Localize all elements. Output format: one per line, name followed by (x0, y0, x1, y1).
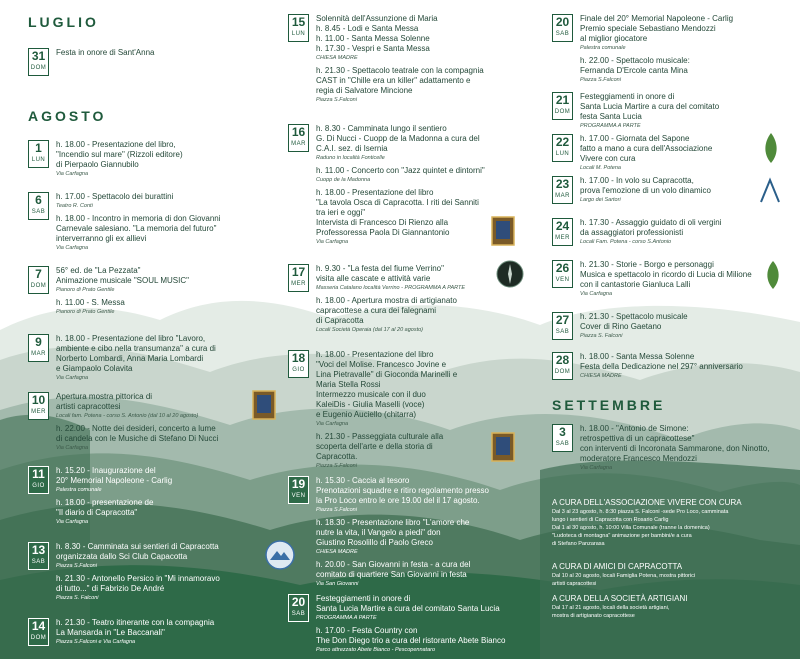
event-location: Piazza S. Falconi (56, 595, 99, 601)
event-text: h. 21.30 - Antonello Persico in "Mi innamoravo (56, 574, 220, 583)
event-items (56, 542, 220, 606)
event-text: Vivere con cura (580, 154, 636, 163)
event-item (580, 260, 752, 298)
event-text: "Il diario di Capracotta" (56, 508, 138, 517)
date-number: 23 (555, 177, 570, 191)
acura-heading: A CURA DI AMICI DI CAPRACOTTA (552, 562, 683, 571)
event-location: Locali Fam. Potena - corso S.Antonio (580, 239, 672, 245)
date-number: 6 (35, 193, 42, 207)
date-weekday: DOM (554, 109, 571, 115)
date-weekday: DOM (554, 369, 571, 375)
event-text: Musica e spettacolo in ricordo di Lucia di Milione (580, 270, 752, 279)
event-text: Prenotazioni squadre e ritiro regolamento presso (316, 486, 489, 495)
event-items (56, 466, 172, 530)
story-leaf-icon (764, 260, 782, 290)
event-location: Via Carfagna (316, 421, 349, 427)
event-items (316, 124, 485, 250)
event-text: h. 18.00 - "Antonio de Simone: (580, 424, 689, 433)
event-text: Capracotta. (316, 452, 358, 461)
date-number: 13 (31, 543, 46, 557)
date-weekday: GIO (32, 483, 45, 489)
date-badge (28, 466, 49, 494)
section-title-agosto: AGOSTO (28, 108, 107, 124)
event-text: C.A.I. sez. di Isernia (316, 144, 388, 153)
event-text: Festeggiamenti in onore di (316, 594, 411, 603)
event-location: Masseria Catalano località Verrino - PROGRAMMA A PARTE (316, 285, 466, 291)
event-item (56, 498, 172, 526)
event-text: Lina Pietravalle" di Gioconda Marinelli e (316, 370, 458, 379)
date-number: 24 (555, 219, 570, 233)
event-items (580, 352, 743, 384)
date-number: 7 (35, 267, 42, 281)
event-text: nutre la vita, il Vangelo a piedi" don (316, 528, 441, 537)
event-text: Maria Stella Rossi (316, 380, 381, 389)
event-text: Animazione musicale "SOUL MUSIC" (56, 276, 189, 285)
event-location: Parco attrezzato Abete Bianco - Pescopennataro (316, 647, 436, 653)
event-items (580, 424, 769, 476)
event-item (56, 266, 189, 294)
event-item (316, 432, 457, 470)
date-number: 3 (559, 425, 566, 439)
event-text: h. 18.00 - Presentazione del libro, (56, 140, 176, 149)
event-text: Professoressa Paola Di Giannantonio (316, 228, 450, 237)
date-badge (288, 350, 309, 378)
date-weekday: VEN (555, 277, 570, 283)
date-badge (28, 542, 49, 570)
event-location: Piazza S. Falconi (580, 333, 623, 339)
event-text: h. 18.00 - Incontro in memoria di don Giovanni (56, 214, 221, 223)
event-text: Cover di Rino Gaetano (580, 322, 662, 331)
date-badge (28, 618, 49, 646)
event-location: CHIESA MADRE (580, 373, 622, 379)
event-text: ambiente e cibo nella transumanza" a cura di (56, 344, 216, 353)
event-location: Pianoro di Prato Gentile (56, 287, 115, 293)
date-weekday: SAB (555, 31, 570, 37)
acura-text: Dal 10 al 20 agosto, locali Famiglia Potena, mostra pittorici (552, 573, 696, 579)
event-text: di Pierpaolo Giannubilo (56, 160, 139, 169)
event-text: The Don Diego trio a cura del ristorante Abete Bianco (316, 636, 506, 645)
event-items (56, 192, 221, 256)
date-badge (552, 312, 573, 340)
date-number: 18 (291, 351, 306, 365)
flight-icon (758, 176, 782, 206)
date-badge (28, 392, 49, 420)
date-weekday: SAB (555, 441, 570, 447)
event-location: Piazza S.Falconi (316, 97, 357, 103)
acura-note (552, 498, 792, 548)
date-number: 1 (35, 141, 42, 155)
event-text: tra ieri e oggi" (316, 208, 366, 217)
event-text: G. Di Nucci - Cuopp de la Madonna a cura del (316, 134, 480, 143)
event-text: h. 17.30 - Vespri e Santa Messa (316, 44, 430, 53)
event-text: h. 11.00 - Santa Messa Solenne (316, 34, 430, 43)
event-item (580, 424, 769, 472)
event-items (580, 260, 752, 302)
event-item (580, 56, 733, 84)
event-items (316, 476, 489, 592)
event-text: h. 18.00 - Santa Messa Solenne (580, 352, 695, 361)
event-location: Via Carfagna (56, 445, 89, 451)
date-number: 26 (555, 261, 570, 275)
event-text: Festa in onore di Sant'Anna (56, 48, 155, 57)
event-location: Via Carfagna (56, 171, 89, 177)
event-item (580, 92, 719, 130)
event-location: Cuopp de la Madonna (316, 177, 371, 183)
event-item (316, 264, 465, 292)
event-item (316, 350, 457, 428)
event-item (316, 594, 505, 622)
event-item (56, 48, 154, 58)
date-badge (288, 14, 309, 42)
event-text: Festeggiamenti in onore di (580, 92, 675, 101)
event-item (580, 14, 733, 52)
event-text: di Capracotta (316, 316, 364, 325)
date-badge (28, 192, 49, 220)
event-item (316, 124, 485, 162)
event-item (316, 66, 484, 104)
event-text: al miglior giocatore (580, 34, 648, 43)
event-text: la Pro Loco entro le ore 19.00 del il 17 agosto. (316, 496, 480, 505)
acura-text: mostra di artigianato capracottese (552, 613, 635, 619)
event-item (580, 134, 712, 172)
event-text: h. 21.30 - Passeggiata culturale alla (316, 432, 444, 441)
event-items (580, 176, 711, 208)
event-location: Locali M. Potena (580, 165, 621, 171)
soap-leaf-icon (762, 132, 780, 164)
event-item (316, 476, 489, 514)
event-text: artisti capracottesi (56, 402, 121, 411)
acura-text: Dal 1 al 30 agosto, h. 10:00 Villa Comunale (tranne la domenica) (552, 525, 710, 531)
event-text: di tutto..." di Fabrizio De André (56, 584, 165, 593)
event-item (580, 352, 743, 380)
date-weekday: MAR (31, 351, 46, 357)
date-weekday: MAR (291, 141, 306, 147)
section-title-luglio: LUGLIO (28, 14, 99, 30)
event-text: h. 18.00 - Apertura mostra di artigianato (316, 296, 457, 305)
event-text: visita alle cascate e attività varie (316, 274, 431, 283)
event-text: Intervista di Francesco Di Rienzo alla (316, 218, 449, 227)
event-items (56, 140, 183, 182)
date-weekday: SAB (291, 611, 306, 617)
event-location: Teatro R. Conti (56, 203, 93, 209)
date-weekday: LUN (31, 157, 46, 163)
event-text: h. 20.00 - San Giovanni in festa - a cura del (316, 560, 471, 569)
event-items (316, 14, 484, 108)
date-badge (28, 48, 49, 76)
date-weekday: DOM (30, 635, 47, 641)
event-item (316, 560, 489, 588)
event-location: Via Carfagna (580, 291, 613, 297)
event-location: Via Carfagna (56, 375, 89, 381)
date-badge (552, 424, 573, 452)
event-text: e Eugenio Auciello (chitarra) (316, 410, 417, 419)
event-text: da assaggiatori professionisti (580, 228, 684, 237)
event-text: 56° ed. de "La Pezzata" (56, 266, 141, 275)
event-text: h. 11.00 - S. Messa (56, 298, 125, 307)
event-text: h. 22.00 - Notte dei desideri, concerto a lume (56, 424, 216, 433)
event-location: Piazza S.Falconi (316, 507, 357, 513)
date-number: 20 (555, 15, 570, 29)
event-item (316, 188, 485, 246)
date-badge (552, 218, 573, 246)
date-number: 31 (31, 49, 46, 63)
date-badge (28, 266, 49, 294)
event-items (316, 264, 465, 338)
event-location: Via Carfagna (56, 245, 89, 251)
culture-logo-icon (491, 432, 515, 462)
date-number: 22 (555, 135, 570, 149)
date-number: 27 (555, 313, 570, 327)
event-text: Carnevale salesiano. "La memoria del futuro" (56, 224, 217, 233)
event-item (56, 140, 183, 178)
acura-text: di Stefano Panzarasa (552, 541, 605, 547)
event-location: PROGRAMMA A PARTE (316, 615, 377, 621)
event-text: regia di Salvatore Mincione (316, 86, 413, 95)
event-items (56, 334, 216, 386)
event-text: h. 17.00 - Giornata del Sapone (580, 134, 690, 143)
date-weekday: VEN (291, 493, 306, 499)
acura-note (552, 594, 792, 620)
event-text: retrospettiva di un capracottese" (580, 434, 695, 443)
event-item (316, 626, 505, 654)
event-item (56, 298, 189, 316)
event-item (56, 392, 218, 420)
date-badge (28, 140, 49, 168)
date-badge (552, 352, 573, 380)
event-text: CAST in "Chille era un killer" adattamento e (316, 76, 471, 85)
date-number: 20 (291, 595, 306, 609)
event-item (316, 166, 485, 184)
date-number: 15 (291, 15, 306, 29)
event-text: h. 18.00 - Presentazione del libro (316, 350, 434, 359)
event-text: con interventi di Incoronata Sammarone, don Ninotto, (580, 444, 770, 453)
date-weekday: MER (291, 281, 306, 287)
event-text: moderatore Francesco Mendozzi (580, 454, 697, 463)
event-text: h. 8.45 - Lodi e Santa Messa (316, 24, 419, 33)
event-item (580, 176, 711, 204)
event-text: Giustino Rosolillo di Paolo Greco (316, 538, 433, 547)
acura-text: Dal 3 al 23 agosto, h. 8:30 piazza S. Falconi -sede Pro Loco, camminata (552, 509, 729, 515)
event-location: PROGRAMMA A PARTE (580, 123, 641, 129)
event-text: "La tavola Osca di Capracotta. I riti dei Sanniti (316, 198, 479, 207)
date-badge (552, 14, 573, 42)
event-text: h. 8.30 - Camminata sui sentieri di Capracotta (56, 542, 219, 551)
date-badge (288, 264, 309, 292)
event-text: Santa Lucia Martire a cura del comitato (580, 102, 720, 111)
sci-club-logo-icon (265, 540, 295, 570)
event-text: Intermezzo musicale con il duo (316, 390, 426, 399)
event-text: h. 18.00 - Presentazione del libro "Lavoro, (56, 334, 206, 343)
event-text: h. 17.30 - Assaggio guidato di oli vergini (580, 218, 722, 227)
date-number: 17 (291, 265, 306, 279)
event-text: Santa Lucia Martire a cura del comitato Santa Lucia (316, 604, 500, 613)
event-text: Apertura mostra pittorica di (56, 392, 153, 401)
event-text: con il cantastorie Gianluca Lalli (580, 280, 691, 289)
event-text: fatto a mano a cura dell'Associazione (580, 144, 713, 153)
event-text: La Mansarda in "Le Baccanali" (56, 628, 165, 637)
event-item (56, 574, 220, 602)
event-location: Via Carfagna (580, 465, 613, 471)
event-text: h. 9.30 - "La festa del fiume Verrino" (316, 264, 444, 273)
event-text: "Incendio sul mare" (Rizzoli editore) (56, 150, 183, 159)
event-text: interverranno gli ex allievi (56, 234, 147, 243)
date-badge (552, 260, 573, 288)
event-items (580, 218, 721, 250)
event-item (316, 14, 484, 62)
event-text: Festa della Dedicazione nel 297° anniversario (580, 362, 743, 371)
event-item (56, 424, 218, 452)
date-number: 10 (31, 393, 46, 407)
date-badge (552, 176, 573, 204)
section-title-settembre: SETTEMBRE (552, 397, 666, 413)
acura-text: lungo i sentieri di Capracotta con Rosario Carlig (552, 517, 669, 523)
event-item (316, 296, 465, 334)
event-text: h. 21.30 - Teatro itinerante con la compagnia (56, 618, 215, 627)
date-weekday: LUN (555, 151, 570, 157)
date-number: 11 (32, 467, 45, 481)
acura-text: artisti capracottesi (552, 581, 597, 587)
date-badge (288, 594, 309, 622)
event-item (56, 466, 172, 494)
event-text: prova l'emozione di un volo dinamico (580, 186, 711, 195)
event-text: KaleiDis - Giulia Maselli (voce) (316, 400, 425, 409)
date-badge (28, 334, 49, 362)
event-location: Via San Giovanni (316, 581, 359, 587)
event-item (56, 192, 221, 210)
event-text: h. 17.00 - Spettacolo dei burattini (56, 192, 174, 201)
event-location: Via Carfagna (56, 519, 89, 525)
event-location: CHIESA MADRE (316, 549, 358, 555)
event-text: festa Santa Lucia (580, 112, 642, 121)
date-number: 19 (291, 477, 306, 491)
event-location: Locali fam. Potena - corso S. Antonio (dal 10 al 20 agosto) (56, 413, 199, 419)
event-text: h. 15.20 - Inaugurazione del (56, 466, 156, 475)
event-text: Norberto Lombardi, Anna Maria Lombardi (56, 354, 204, 363)
event-text: h. 17.00 - Festa Country con (316, 626, 418, 635)
proloco-logo-icon (252, 390, 276, 420)
date-weekday: GIO (292, 367, 305, 373)
date-weekday: DOM (30, 283, 47, 289)
event-text: h. 18.30 - Presentazione libro "L'amore che (316, 518, 470, 527)
date-badge (552, 92, 573, 120)
date-weekday: DOM (30, 65, 47, 71)
date-badge (288, 476, 309, 504)
event-items (56, 266, 189, 320)
date-weekday: SAB (555, 329, 570, 335)
event-location: Piazza S.Falconi (56, 563, 97, 569)
event-text: h. 21.30 - Storie - Borgo e personaggi (580, 260, 714, 269)
date-weekday: SAB (31, 559, 46, 565)
event-text: h. 17.00 - In volo su Capracotta, (580, 176, 694, 185)
event-item (316, 518, 489, 556)
event-items (580, 14, 733, 88)
event-location: Via Carfagna (316, 239, 349, 245)
event-item (56, 334, 216, 382)
compass-logo-icon (496, 260, 524, 288)
date-weekday: MER (555, 235, 570, 241)
event-text: Solennità dell'Assunzione di Maria (316, 14, 438, 23)
event-item (56, 542, 220, 570)
event-location: Raduno in località Fonticelle (316, 155, 385, 161)
event-text: h. 22.00 - Spettacolo musicale: (580, 56, 690, 65)
date-weekday: MAR (555, 193, 570, 199)
event-text: organizzata dallo Sci Club Capacotta (56, 552, 188, 561)
event-items (580, 312, 688, 344)
event-text: Finale del 20° Memorial Napoleone - Carlig (580, 14, 734, 23)
event-item (56, 214, 221, 252)
event-text: h. 21.30 - Spettacolo teatrale con la compagnia (316, 66, 484, 75)
event-text: h. 21.30 - Spettacolo musicale (580, 312, 688, 321)
event-location: Palestra comunale (56, 487, 102, 493)
event-location: Piazza S.Falconi (580, 77, 621, 83)
date-weekday: SAB (31, 209, 46, 215)
event-item (56, 618, 214, 646)
event-text: comitato di quartiere San Giovanni in festa (316, 570, 467, 579)
event-location: Pianoro di Prato Gentile (56, 309, 115, 315)
event-location: CHIESA MADRE (316, 55, 358, 61)
date-number: 28 (555, 353, 570, 367)
event-location: Palestra comunale (580, 45, 626, 51)
event-items (580, 134, 712, 176)
event-items (56, 618, 214, 650)
event-text: h. 8.30 - Camminata lungo il sentiero (316, 124, 447, 133)
date-weekday: LUN (291, 31, 306, 37)
acura-text: Dal 17 al 21 agosto, locali della società artigiani, (552, 605, 670, 611)
date-number: 9 (35, 335, 42, 349)
acura-heading: A CURA DELLA SOCIETÀ ARTIGIANI (552, 594, 688, 603)
date-number: 14 (31, 619, 46, 633)
event-items (56, 48, 154, 62)
date-number: 21 (555, 93, 570, 107)
book-cover-icon (491, 216, 515, 246)
event-text: di candela con le Musiche di Stefano Di Nucci (56, 434, 219, 443)
event-text: scoperta dell'arte e della storia di (316, 442, 433, 451)
event-location: Piazza S.Falconi (316, 463, 357, 469)
event-item (580, 312, 688, 340)
acura-note (552, 562, 792, 588)
event-items (316, 350, 457, 474)
date-badge (288, 124, 309, 152)
event-text: h. 18.00 - presentazione de (56, 498, 154, 507)
event-location: Largo dei Sartori (580, 197, 621, 203)
event-text: "Voci del Molise. Francesco Jovine e (316, 360, 447, 369)
date-weekday: MER (31, 409, 46, 415)
event-items (316, 594, 505, 658)
event-text: e Giampaolo Colavita (56, 364, 133, 373)
event-item (580, 218, 721, 246)
event-items (56, 392, 218, 456)
event-text: h. 15.30 - Caccia al tesoro (316, 476, 410, 485)
date-badge (552, 134, 573, 162)
event-location: Locali Società Operaia (dal 17 al 20 agosto) (316, 327, 424, 333)
event-text: h. 18.00 - Presentazione del libro (316, 188, 434, 197)
acura-text: "Ludoteca di montagna" animazione per bambini/e a cura (552, 533, 692, 539)
event-location: Piazza S.Falconi e Via Carfagna (56, 639, 136, 645)
acura-heading: A CURA DELL'ASSOCIAZIONE VIVERE CON CURA (552, 498, 742, 507)
event-text: 20° Memorial Napoleone - Carlig (56, 476, 173, 485)
date-number: 16 (291, 125, 306, 139)
event-text: h. 11.00 - Concerto con "Jazz quintet e dintorni" (316, 166, 485, 175)
event-text: Premio speciale Sebastiano Mendozzi (580, 24, 716, 33)
event-items (580, 92, 719, 134)
event-text: capracottese a cura dei falegnami (316, 306, 437, 315)
event-text: Fernanda D'Ercole canta Mina (580, 66, 688, 75)
